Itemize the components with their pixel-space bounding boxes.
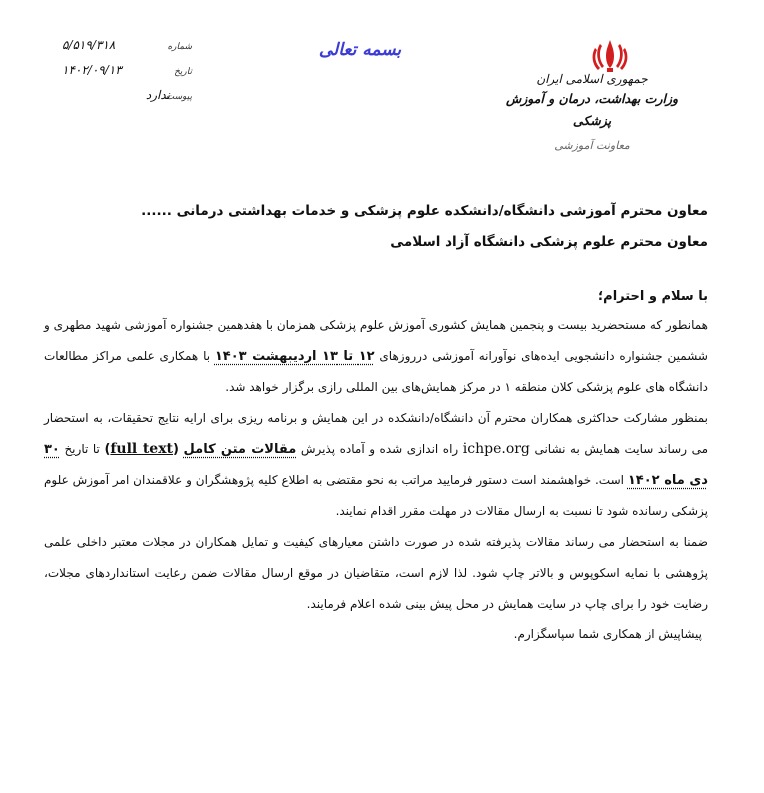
paragraph-text: با همکاری علمی مراکز مطالعات دانشگاه های علوم پزشکی کلان منطقه ۱ در مرکز همایش‌های بین المللی رازی برگزار خواهد شد.: [44, 349, 708, 394]
paren-open: (: [173, 442, 179, 457]
paragraph-announcement: [44, 310, 708, 403]
deadline-highlight: ۳۰ دی ماه ۱۴۰۲: [44, 442, 708, 488]
iran-emblem-icon: [590, 38, 630, 74]
basmala-heading: بسمه تعالی: [318, 40, 402, 60]
paragraph-submission: [44, 403, 708, 527]
attachment-row: [62, 88, 192, 113]
org-line-country: جمهوری اسلامی ایران: [536, 72, 648, 86]
paragraph-publication: ضمنا به استحضار می رساند مقالات پذیرفته شده در صورت داشتن معیارهای کیفیت و تمایل همکاران در مجلات معتبر داخلی علمی پژوهشی با نمایه اسکوپوس و بالاتر چاپ شود. لذا لازم است، متقاضیان در موقع ارسال مقالات ضمن رعایت استانداردهای مجلات، رضایت خود را برای چاپ در سایت همایش در محل پیش بینی شده اعلام فرمایند.: [44, 535, 708, 611]
full-articles-highlight: مقالات متن کامل: [183, 442, 297, 457]
date-value: ۱۴۰۲/۰۹/۱۳: [62, 63, 122, 77]
event-date-highlight: ۱۲ تا ۱۳ اردیبهشت ۱۴۰۳: [214, 349, 375, 364]
number-row: [62, 38, 192, 63]
addressee-line: معاون محترم علوم پزشکی دانشگاه آزاد اسلامی: [390, 234, 708, 250]
paragraph-text: همانطور که مستحضرید بیست و پنجمین همایش کشوری آموزش علوم پزشکی همزمان با هفدهمین جشنواره آموزشی شهید مطهری و ششمین جشنواره دانشجویی ایده‌های نوآورانه آموزشی درروزهای: [44, 318, 708, 363]
greeting: با سلام و احترام؛: [597, 289, 708, 304]
paragraph-text: است. خواهشمند است دستور فرمایید مراتب به نحو مقتضی به اطلاع کلیه پژوهشگران و علاقمندان امر آموزش علوم پزشکی رسانده شود تا نسبت به ارسال مقالات در مهلت مقرر اقدام نمایند.: [44, 473, 708, 518]
closing-line: پیشاپیش از همکاری شما سپاسگزارم.: [513, 627, 702, 641]
organization-heading: [492, 70, 692, 156]
attachment-value: ندارد: [145, 88, 170, 102]
attachment-label: پیوست: [165, 92, 192, 102]
paragraph-text: راه اندازی شده و آماده پذیرش: [300, 442, 459, 456]
paragraph-text: بمنظور مشارکت حداکثری همکاران محترم آن دانشگاه/دانشکده در این همایش و برنامه ریزی برای ارایه نتایج تحقیقات، به استحضار می رساند سایت همایش به نشانی: [44, 411, 709, 456]
addressee-line: معاون محترم آموزشی دانشگاه/دانشکده علوم پزشکی و خدمات بهداشتی درمانی ......: [141, 203, 708, 219]
date-label: تاریخ: [174, 67, 192, 77]
paren-close: ): [104, 442, 111, 457]
org-line-ministry: وزارت بهداشت، درمان و آموزش پزشکی: [505, 91, 679, 128]
org-line-deputy: معاونت آموزشی: [554, 139, 630, 152]
date-row: [62, 63, 192, 88]
website-link[interactable]: ichpe.org: [462, 441, 530, 457]
letter-body: [44, 196, 708, 648]
letterhead: [0, 0, 764, 180]
number-value: ۵/۵۱۹/۳۱۸: [62, 38, 116, 52]
paragraph-text: تا تاریخ: [64, 442, 100, 456]
number-label: شماره: [167, 42, 192, 52]
letter-metadata: [62, 38, 192, 113]
full-text-highlight: full text: [110, 441, 174, 457]
